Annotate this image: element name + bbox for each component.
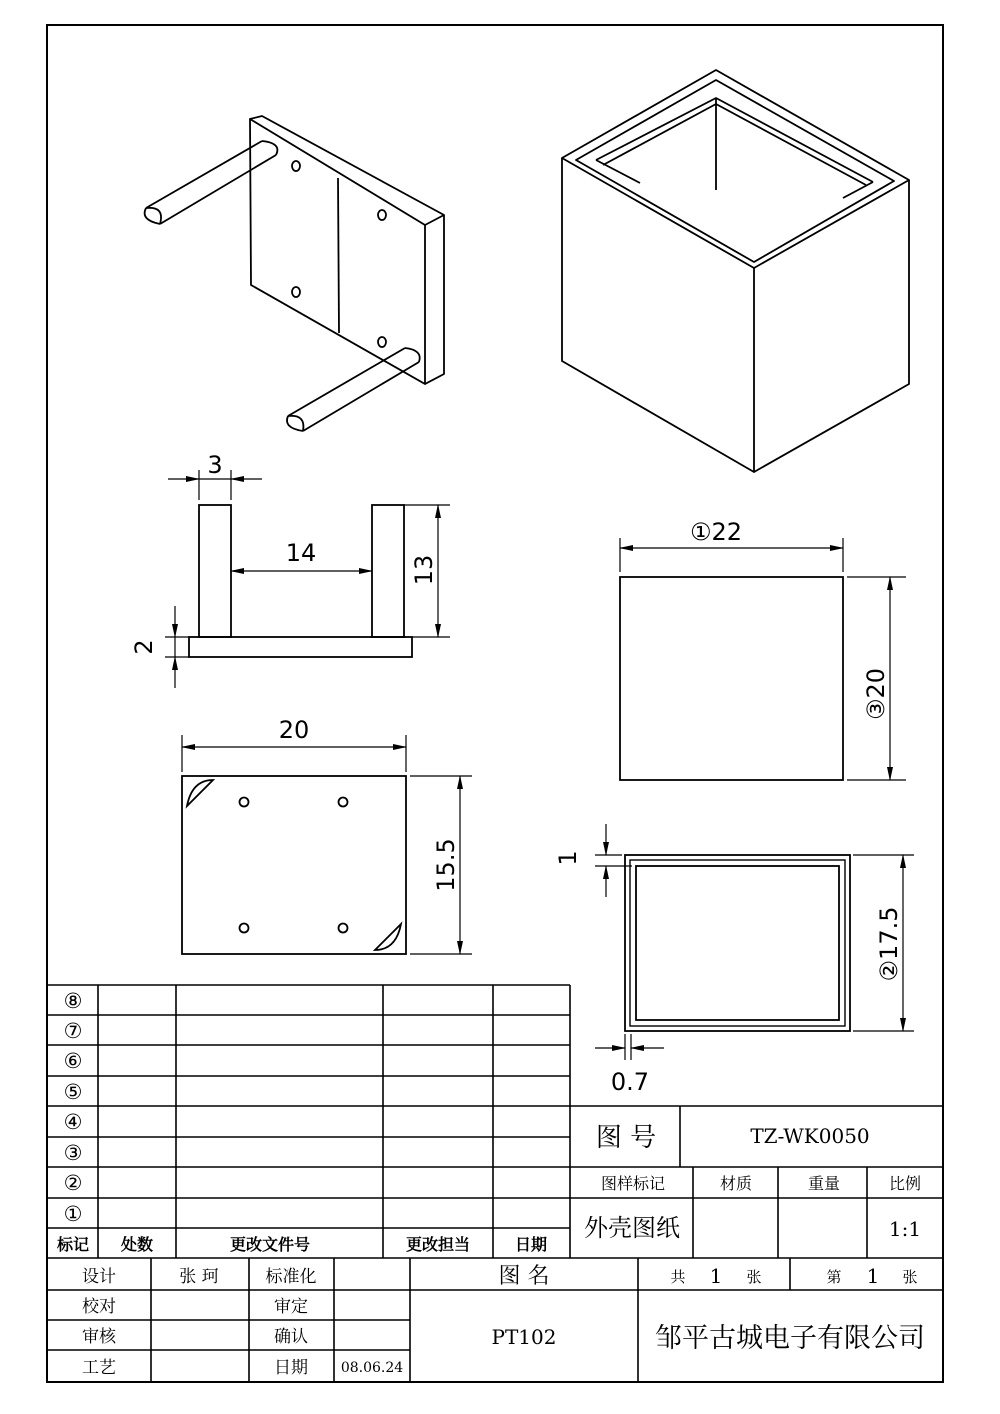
- date-label: 日期: [274, 1358, 308, 1378]
- scale-value: 1:1: [888, 1217, 922, 1241]
- header-mark: 标记: [56, 1235, 90, 1254]
- drawing-number: TZ-WK0050: [750, 1124, 870, 1148]
- revision-mark: ⑦: [63, 1019, 83, 1043]
- revision-mark: ①: [63, 1202, 83, 1226]
- standardization-label: 标准化: [265, 1267, 317, 1287]
- total-label: 共: [670, 1268, 686, 1286]
- revision-mark: ③: [63, 1141, 83, 1165]
- drawing-number-label: 图 号: [595, 1123, 657, 1153]
- header-doc: 更改文件号: [229, 1235, 311, 1254]
- shell-front-view: [620, 538, 906, 780]
- dim-shell-depth: ②17.5: [875, 906, 903, 982]
- header-date: 日期: [514, 1235, 548, 1254]
- part-number: PT102: [491, 1325, 557, 1349]
- sheet-unit-2: 张: [902, 1268, 918, 1286]
- dim-base-depth: 15.5: [432, 838, 460, 892]
- review-label: 审定: [274, 1297, 308, 1317]
- revision-table: [47, 985, 570, 1258]
- revision-mark: ④: [63, 1110, 83, 1134]
- sheet-number: 1: [866, 1264, 880, 1288]
- base-isometric-view: [145, 116, 444, 431]
- dim-base-height: 13: [410, 554, 438, 586]
- confirm-label: 确认: [274, 1327, 308, 1347]
- header-person: 更改担当: [405, 1235, 471, 1254]
- scale-label: 比例: [888, 1174, 922, 1193]
- revision-mark: ②: [63, 1171, 83, 1195]
- dim-shell-width: ①22: [689, 518, 743, 546]
- sheet-unit-1: 张: [746, 1268, 762, 1286]
- audit-label: 审核: [82, 1327, 116, 1347]
- check-label: 校对: [82, 1297, 116, 1317]
- header-count: 处数: [120, 1235, 154, 1254]
- base-front-view: [165, 470, 450, 688]
- dim-shell-wall: 1: [554, 850, 582, 866]
- drawing-name-label: 图 名: [498, 1264, 550, 1289]
- designer-name: 张 珂: [179, 1267, 219, 1287]
- revision-mark: ⑥: [63, 1049, 83, 1073]
- design-label: 设计: [82, 1267, 116, 1287]
- drawing-title: 外壳图纸: [584, 1214, 680, 1242]
- base-top-view: [182, 735, 472, 954]
- dim-shell-side: 0.7: [610, 1068, 650, 1096]
- sheet-number-label: 第: [826, 1268, 842, 1286]
- revision-mark: ⑧: [63, 989, 83, 1013]
- revision-row-marks: [64, 989, 83, 1226]
- dim-base-gap: 14: [285, 539, 317, 567]
- material-label: 材质: [719, 1174, 753, 1193]
- weight-label: 重量: [807, 1174, 841, 1193]
- dim-shell-height: ③20: [862, 667, 890, 721]
- dim-base-width: 20: [278, 716, 310, 744]
- dim-base-thick: 2: [130, 639, 158, 655]
- revision-mark: ⑤: [63, 1080, 83, 1104]
- shell-top-view: [595, 824, 914, 1060]
- dim-base-wall: 3: [207, 451, 223, 479]
- date-value: 08.06.24: [340, 1360, 404, 1376]
- company-name: 邹平古城电子有限公司: [655, 1323, 925, 1354]
- process-label: 工艺: [82, 1358, 116, 1378]
- total-sheets: 1: [709, 1264, 723, 1288]
- shell-isometric-view: [562, 70, 909, 472]
- sample-mark-label: 图样标记: [600, 1174, 666, 1193]
